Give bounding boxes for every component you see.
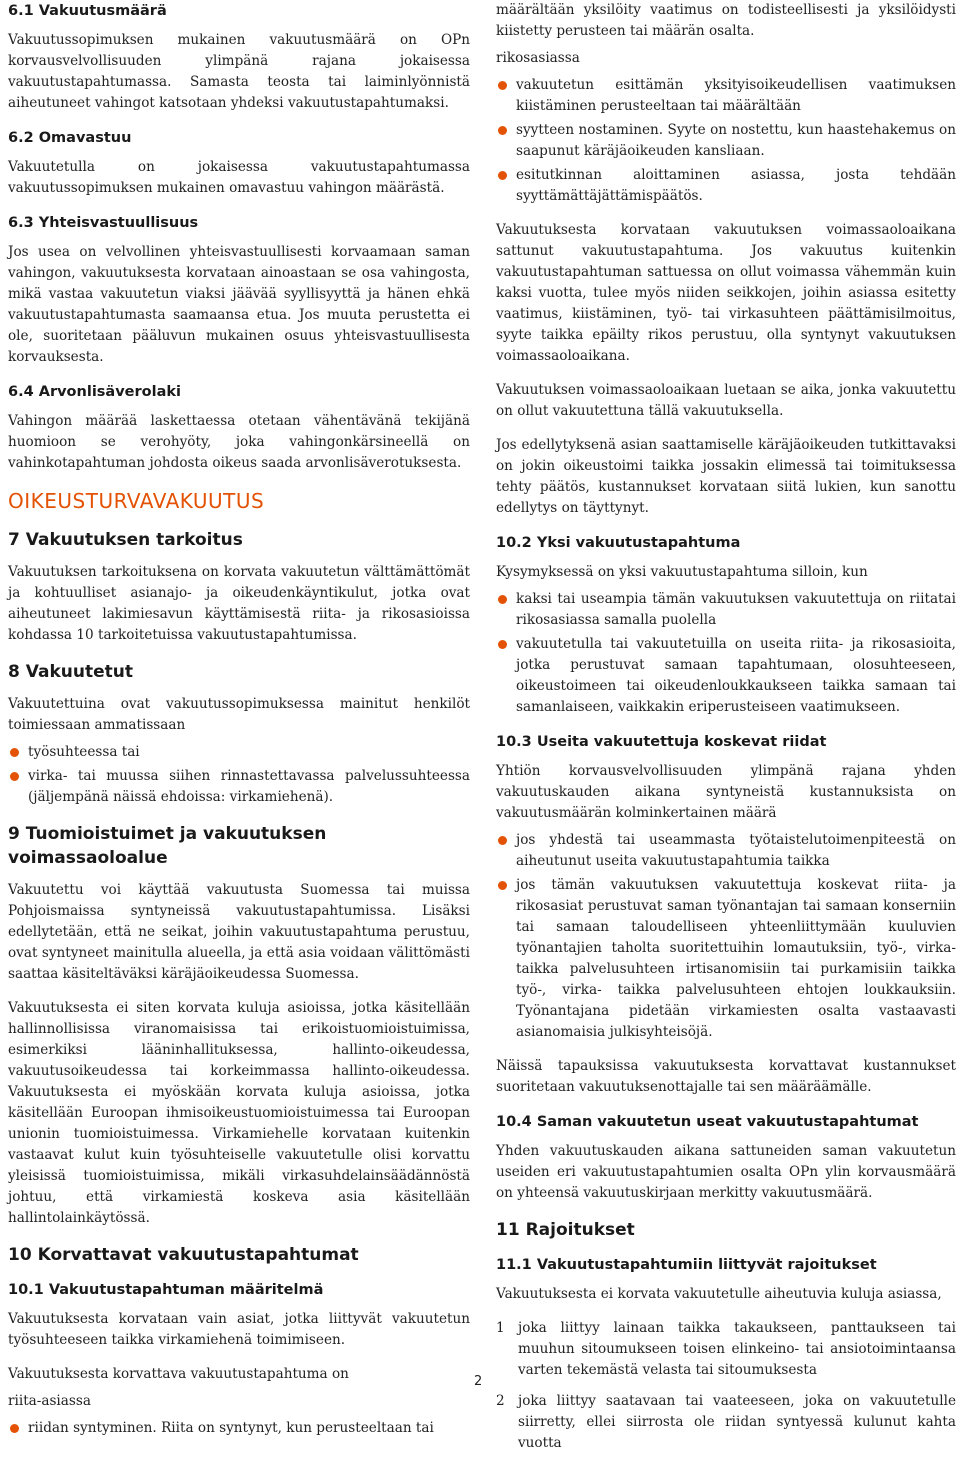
paragraph-11-1: Vakuutuksesta ei korvata vakuutetulle aiheutuvia kuluja asiassa, [496,1286,942,1302]
numbered-list-11-1 [496,1318,956,1454]
paragraph-8: Vakuutettuina ovat vakuutussopimuksessa mainitut henkilöt toimiessaan ammatissaan [8,696,470,733]
list-item: jos tämän vakuutuksen vakuutettuja koskevat riita- ja rikosasiat perustuvat saman työnantajan tai samaan konserniin tai samaan taloudelliseen yhteenliittymään kuuluvien työnantajien taholta suoritettuihin lomautuksiin, työ-, virka- taikka palvelusuhteen irtisanomisiin tai purkamisiin taikka työ-, virka- taikka palvelusuhteen ehtojen loukkauksiin. Työnantajana pidetään virkamiesten osalta vastaavasti asianomaisia julkisyhteisöjä. [496,875,956,1043]
bullet-icon [498,836,507,845]
heading-6-3: 6.3 Yhteisvastuullisuus [8,215,199,231]
list-item: syytteen nostaminen. Syyte on nostettu, kun haastehakemus on saapunut käräjäoikeuden kansliaan. [496,120,956,162]
heading-8: 8 Vakuutetut [8,662,133,682]
paragraph-10-1c: riita-asiassa [8,1393,91,1409]
left-column [8,0,470,1452]
paragraph-10-3: Yhtiön korvausvelvollisuuden ylimpänä rajana yhden vakuutuskauden aikana syntyneistä kustannuksista on vakuutusmäärän kolminkertainen määrä [496,763,956,821]
bullet-icon [498,126,507,135]
bullet-list-10-2 [496,589,956,718]
paragraph-rikosasiassa: rikosasiassa [496,50,580,66]
heading-10-2: 10.2 Yksi vakuutustapahtuma [496,535,741,551]
paragraph-6-2: Vakuutetulla on jokaisessa vakuutustapahtumassa vakuutussopimuksen mukainen omavastuu vahingon määrästä. [8,159,470,196]
bullet-icon [498,881,507,890]
paragraph-10-1a: Vakuutuksesta korvataan vain asiat, jotka liittyvät vakuutetun työsuhteeseen taikka virkamiehenä toimimiseen. [8,1311,470,1348]
list-item: riidan syntyminen. Riita on syntynyt, kun perusteeltaan tai [8,1418,470,1439]
list-item: 2 joka liittyy saatavaan tai vaateeseen, joka on vakuutetulle siirretty, ellei siirrosta ole riidan syntyessä kulunut kahta vuotta [496,1393,956,1451]
paragraph-9b: Vakuutuksesta ei siten korvata kuluja asioissa, jotka käsitellään hallinnollisissa viranomaisissa tai erikoistuomioistuimissa, esimerkiksi lääninhallituksessa, hallinto-oikeudessa, vakuutusoikeudessa tai korkeimmassa hallinto-oikeudessa. Vakuutuksesta ei myöskään korvata kuluja asioissa, jotka käsitellään Euroopan ihmisoikeustuomioistuimessa tai Euroopan unionin tuomioistuimessa. Virkamiehelle korvataan kuitenkin vastaavat kulut kuin työsuhteiselle vakuutetulle olisi korvattu yleisissä tuomioistuimissa, mikäli virkasuhdelainsäädännöstä johtuu, että virkamiestä koskeva asia käsitellään hallintolainkäytössä. [8,1000,470,1226]
heading-10-4: 10.4 Saman vakuutetun useat vakuutustapahtumat [496,1114,919,1130]
list-item: 1 joka liittyy lainaan taikka takaukseen, panttaukseen tai muuhun sitoumukseen toisen elinkeino- tai ansiotoimintaansa varten tekemästä velasta tai sitoumuksesta [496,1320,956,1378]
bullet-list-10-3 [496,830,956,1043]
list-item: työsuhteessa tai [8,742,470,763]
bullet-icon [498,595,507,604]
list-item: vakuutetun esittämän yksityisoikeudellisen vaatimuksen kiistäminen perusteeltaan tai määrältään [496,75,956,117]
list-item: jos yhdestä tai useammasta työtaistelutoimenpiteestä on aiheutunut useita vakuutustapahtumia taikka [496,830,956,872]
list-item: vakuutetulla tai vakuutetuilla on useita riita- ja rikosasioita, jotka perustuvat samaan tapahtumaan, olosuhteeseen, oikeustoimeen tai oikeudenloukkaukseen taikka samaan tai samanlaiseen, vaikkakin eriperusteiseen vaatimukseen. [496,634,956,718]
list-item: esitutkinnan aloittaminen asiassa, josta tehdään syyttämättäjättämispäätös. [496,165,956,207]
paragraph-r1: Vakuutuksesta korvataan vakuutuksen voimassaoloaikana sattunut vakuutustapahtuma. Jos vakuutus kuitenkin vakuutustapahtuman sattuessa on ollut voimassa vähemmän kuin kaksi vuotta, tulee myös niiden seikkojen, joihin asiassa esitetty vaatimus, kiistäminen, työ- tai virkasuhteen päättämisilmoitus, syyte taikka epäilty rikos perustuu, olla syntynyt vakuutuksen voimassaoloaikana. [496,222,956,364]
bullet-icon [10,1424,19,1433]
heading-11: 11 Rajoitukset [496,1220,635,1240]
heading-9: 9 Tuomioistuimet ja vakuutuksen voimassaoloalue [8,824,327,868]
bullet-icon [498,640,507,649]
paragraph-10-3b: Näissä tapauksissa vakuutuksesta korvattavat kustannukset suoritetaan vakuutuksenottajalle tai sen määräämälle. [496,1058,956,1095]
heading-7: 7 Vakuutuksen tarkoitus [8,530,243,550]
bullet-icon [498,171,507,180]
paragraph-6-4: Vahingon määrää laskettaessa otetaan vähentävänä tekijänä huomioon se verohyöty, joka vahingonkärsineellä on vahinkotapahtuman johdosta oikeus saada arvonlisäverotuksesta. [8,413,470,471]
list-number: 2 [496,1393,505,1409]
bullet-icon [498,81,507,90]
list-item: kaksi tai useampia tämän vakuutuksen vakuutettuja on riitatai rikosasiassa samalla puolella [496,589,956,631]
paragraph-7: Vakuutuksen tarkoituksena on korvata vakuutetun välttämättömät ja kohtuulliset asianajo- ja oikeudenkäyntikulut, jotka ovat aiheutuneet lakimiesavun käyttämisestä riita- ja rikosasioissa kohdassa 10 tarkoitetuissa vakuutustapahtumissa. [8,564,470,643]
heading-10-3: 10.3 Useita vakuutettuja koskevat riidat [496,734,827,750]
paragraph-10-2: Kysymyksessä on yksi vakuutustapahtuma silloin, kun [496,564,868,580]
page-number: 2 [474,1374,483,1389]
list-number: 1 [496,1320,505,1336]
bullet-list-10-1 [8,1418,470,1439]
heading-11-1: 11.1 Vakuutustapahtumiin liittyvät rajoitukset [496,1257,877,1273]
heading-6-4: 6.4 Arvonlisäverolaki [8,384,181,400]
paragraph-r3: Jos edellytyksenä asian saattamiselle käräjäoikeuden tutkittavaksi on jokin oikeustoimi taikka jossakin elimessä tai toimituksessa tehty päätös, kustannukset korvataan siitä lukien, kun sanottu edellytys on täyttynyt. [496,437,956,516]
list-item: virka- tai muussa siihen rinnastettavassa palvelussuhteessa (jäljempänä näissä ehdoissa: virkamiehenä). [8,766,470,808]
bullet-icon [10,772,19,781]
heading-6-1: 6.1 Vakuutusmäärä [8,3,167,19]
bullet-list-8 [8,742,470,808]
paragraph-continued: määrältään yksilöity vaatimus on todisteellisesti ja yksilöidysti kiistetty perusteen tai määrän osalta. [496,2,956,39]
bullet-icon [10,748,19,757]
paragraph-r2: Vakuutuksen voimassaoloaikaan luetaan se aika, jonka vakuutettu on ollut vakuutettuna tällä vakuutuksella. [496,382,956,419]
paragraph-9a: Vakuutettu voi käyttää vakuutusta Suomessa tai muissa Pohjoismaissa syntyneissä vakuutustapahtumissa. Lisäksi edellytetään, että ne seikat, joihin vakuutustapahtuma perustuu, ovat syntyneet mainitulla alueella, ja että asia voidaan välittömästi saattaa käsiteltäväksi käräjäoikeudessa Suomessa. [8,882,470,982]
paragraph-10-4: Yhden vakuutuskauden aikana sattuneiden saman vakuutetun useiden eri vakuutustapahtumien osalta OPn ylin korvausmäärä on yhteensä vakuutuskirjaan merkitty vakuutusmäärä. [496,1143,956,1201]
heading-10: 10 Korvattavat vakuutustapahtumat [8,1245,359,1265]
right-column [496,0,956,1464]
section-title: OIKEUSTURVAVAKUUTUS [8,489,265,513]
paragraph-10-1b: Vakuutuksesta korvattava vakuutustapahtuma on [8,1366,349,1382]
heading-6-2: 6.2 Omavastuu [8,130,132,146]
bullet-list-rikos [496,75,956,207]
heading-10-1: 10.1 Vakuutustapahtuman määritelmä [8,1282,324,1298]
paragraph-6-3: Jos usea on velvollinen yhteisvastuullisesti korvaamaan saman vahingon, vakuutuksesta korvataan ainoastaan se osa vahingosta, mikä vastaa vakuutetun viaksi jäävää syyllisyyttä ja hänen ehkä vakuutustapahtumasta saamaansa etua. Jos muuta perustetta ei ole, suoritetaan pääluvun mukainen osuus yhteisvastuullisesta korvauksesta. [8,244,470,365]
paragraph-6-1: Vakuutussopimuksen mukainen vakuutusmäärä on OPn korvausvelvollisuuden ylimpänä rajana jokaisessa vakuutustapahtumassa. Samasta teosta tai laiminlyönnistä aiheutuneet vahingot katsotaan yhdeksi vakuutustapahtumaksi. [8,32,470,111]
